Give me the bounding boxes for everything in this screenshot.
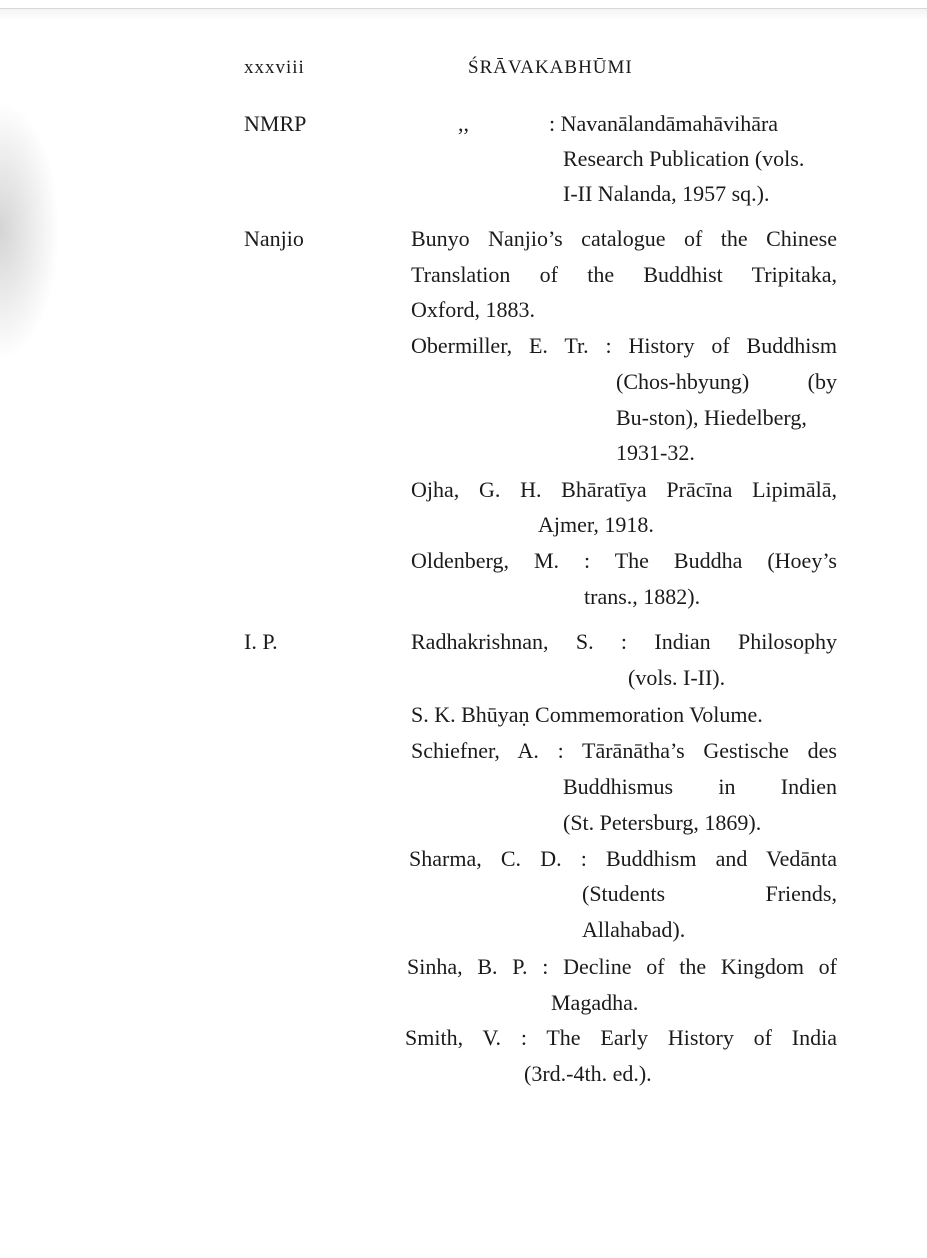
ditto-mark: ,, [458,111,469,136]
entry-line: (Students Friends, [582,881,837,906]
entry-line: Bu-ston), Hiedelberg, [616,405,807,430]
entry-line: Oxford, 1883. [411,297,536,322]
entry-line: (3rd.-4th. ed.). [524,1061,652,1086]
entry-line: Obermiller, E. Tr. : History of Buddhism [411,333,837,358]
entry-line: Ojha, G. H. Bhāratīya Prācīna Lipimālā, [411,477,837,502]
scan-edge [0,8,927,21]
entry-line: Smith, V. : The Early History of India [405,1025,837,1050]
abbreviation-nanjio: Nanjio [244,226,304,251]
abbreviation-ip: I. P. [244,629,278,654]
entry-line: (Chos-hbyung) (by [616,369,837,394]
entry-line: Sinha, B. P. : Decline of the Kingdom of [407,954,837,979]
entry-line: S. K. Bhūyaṇ Commemoration Volume. [411,702,763,727]
entry-line: Schiefner, A. : Tārānātha’s Gestische des [411,738,837,763]
entry-line: Allahabad). [582,917,686,942]
entry-line: I-II Nalanda, 1957 sq.). [563,181,770,206]
entry-line: Ajmer, 1918. [538,512,654,537]
running-title: ŚRĀVAKABHŪMI [468,57,633,78]
entry-line: Magadha. [551,990,639,1015]
entry-line: (vols. I-II). [628,665,726,690]
gutter-shadow [0,100,60,360]
entry-line: : Navanālandāmahāvihāra [549,111,779,136]
entry-line: Sharma, C. D. : Buddhism and Vedānta [409,846,837,871]
entry-line: Radhakrishnan, S. : Indian Philosophy [411,629,837,654]
page-number: xxxviii [244,57,305,78]
entry-line: Buddhismus in Indien [563,774,837,799]
entry-line: Research Publication (vols. [563,146,805,171]
entry-line: 1931-32. [616,440,695,465]
entry-line: Translation of the Buddhist Tripitaka, [411,262,837,287]
entry-line: trans., 1882). [584,584,701,609]
entry-line: (St. Petersburg, 1869). [563,810,762,835]
entry-line: Bunyo Nanjio’s catalogue of the Chinese [411,226,837,251]
entry-line: Oldenberg, M. : The Buddha (Hoey’s [411,548,837,573]
abbreviation-nmrp: NMRP [244,111,307,136]
